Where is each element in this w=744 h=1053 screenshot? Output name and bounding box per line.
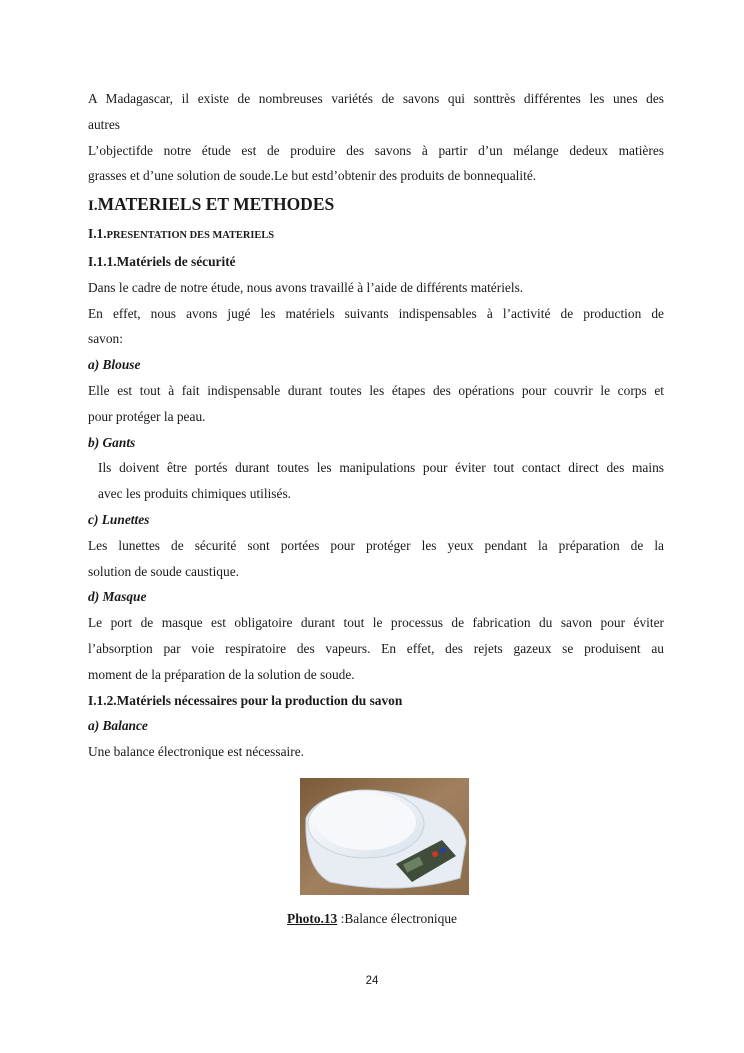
page-number: 24 [365, 975, 379, 987]
gants-heading: b) Gants [88, 434, 136, 450]
masque-line-3: moment de la préparation de la solution de soude. [88, 666, 355, 682]
caption-text: :Balance électronique [337, 911, 457, 926]
objective-line-2: grasses et d’une solution de soude.Le but estd’obtenir des produits de bonnequalité. [88, 168, 537, 184]
subsection-title: PRESENTATION DES MATERIELS [106, 230, 275, 242]
document-body [88, 86, 664, 765]
section-number: I. [88, 198, 98, 215]
gants-line-1: Ils doivent être portés durant toutes les manipulations pour éviter tout contact direct des mains [98, 460, 664, 476]
section-title: MATERIELS ET METHODES [97, 194, 335, 215]
caption-label: Photo.13 [287, 911, 338, 926]
masque-line-1: Le port de masque est obligatoire durant tout le processus de fabrication du savon pour éviter [88, 615, 664, 631]
photo-caption [0, 911, 744, 927]
subsection-number: I.1. [88, 226, 107, 242]
blouse-heading: a) Blouse [88, 357, 141, 373]
masque-line-2: l’absorption par voie respiratoire des vapeurs. En effet, des rejets gazeux se produisent au [88, 640, 664, 656]
para-effet-line-2: savon: [88, 331, 123, 347]
subsection-heading [88, 221, 664, 249]
balance-photo [300, 778, 469, 895]
subsubsection-heading-production: I.1.2.Matériels nécessaires pour la production du savon [88, 692, 403, 708]
lunettes-line-2: solution de soude caustique. [88, 563, 239, 579]
subsubsection-heading-security: I.1.1.Matériels de sécurité [88, 253, 236, 269]
blouse-line-2: pour protéger la peau. [88, 408, 206, 424]
section-heading [88, 189, 664, 221]
masque-heading: d) Masque [88, 589, 147, 605]
balance-text: Une balance électronique est nécessaire. [88, 744, 304, 760]
electronic-scale-image [300, 778, 469, 895]
objective-line-1: L’objectifde notre étude est de produire des savons à partir d’un mélange dedeux matières [88, 142, 664, 158]
intro-line-1: A Madagascar, il existe de nombreuses variétés de savons qui sonttrès différentes les unes des [88, 91, 664, 106]
lunettes-heading: c) Lunettes [88, 511, 150, 527]
intro-line-2: autres [88, 116, 120, 132]
gants-line-2: avec les produits chimiques utilisés. [98, 486, 292, 502]
lunettes-line-1: Les lunettes de sécurité sont portées pour protéger les yeux pendant la préparation de la [88, 537, 664, 553]
balance-heading: a) Balance [88, 718, 148, 734]
para-effet-line-1: En effet, nous avons jugé les matériels suivants indispensables à l’activité de production de [88, 305, 664, 321]
blouse-line-1: Elle est tout à fait indispensable durant toutes les étapes des opérations pour couvrir le corps et [88, 382, 664, 398]
para-cadre: Dans le cadre de notre étude, nous avons travaillé à l’aide de différents matériels. [88, 279, 524, 295]
